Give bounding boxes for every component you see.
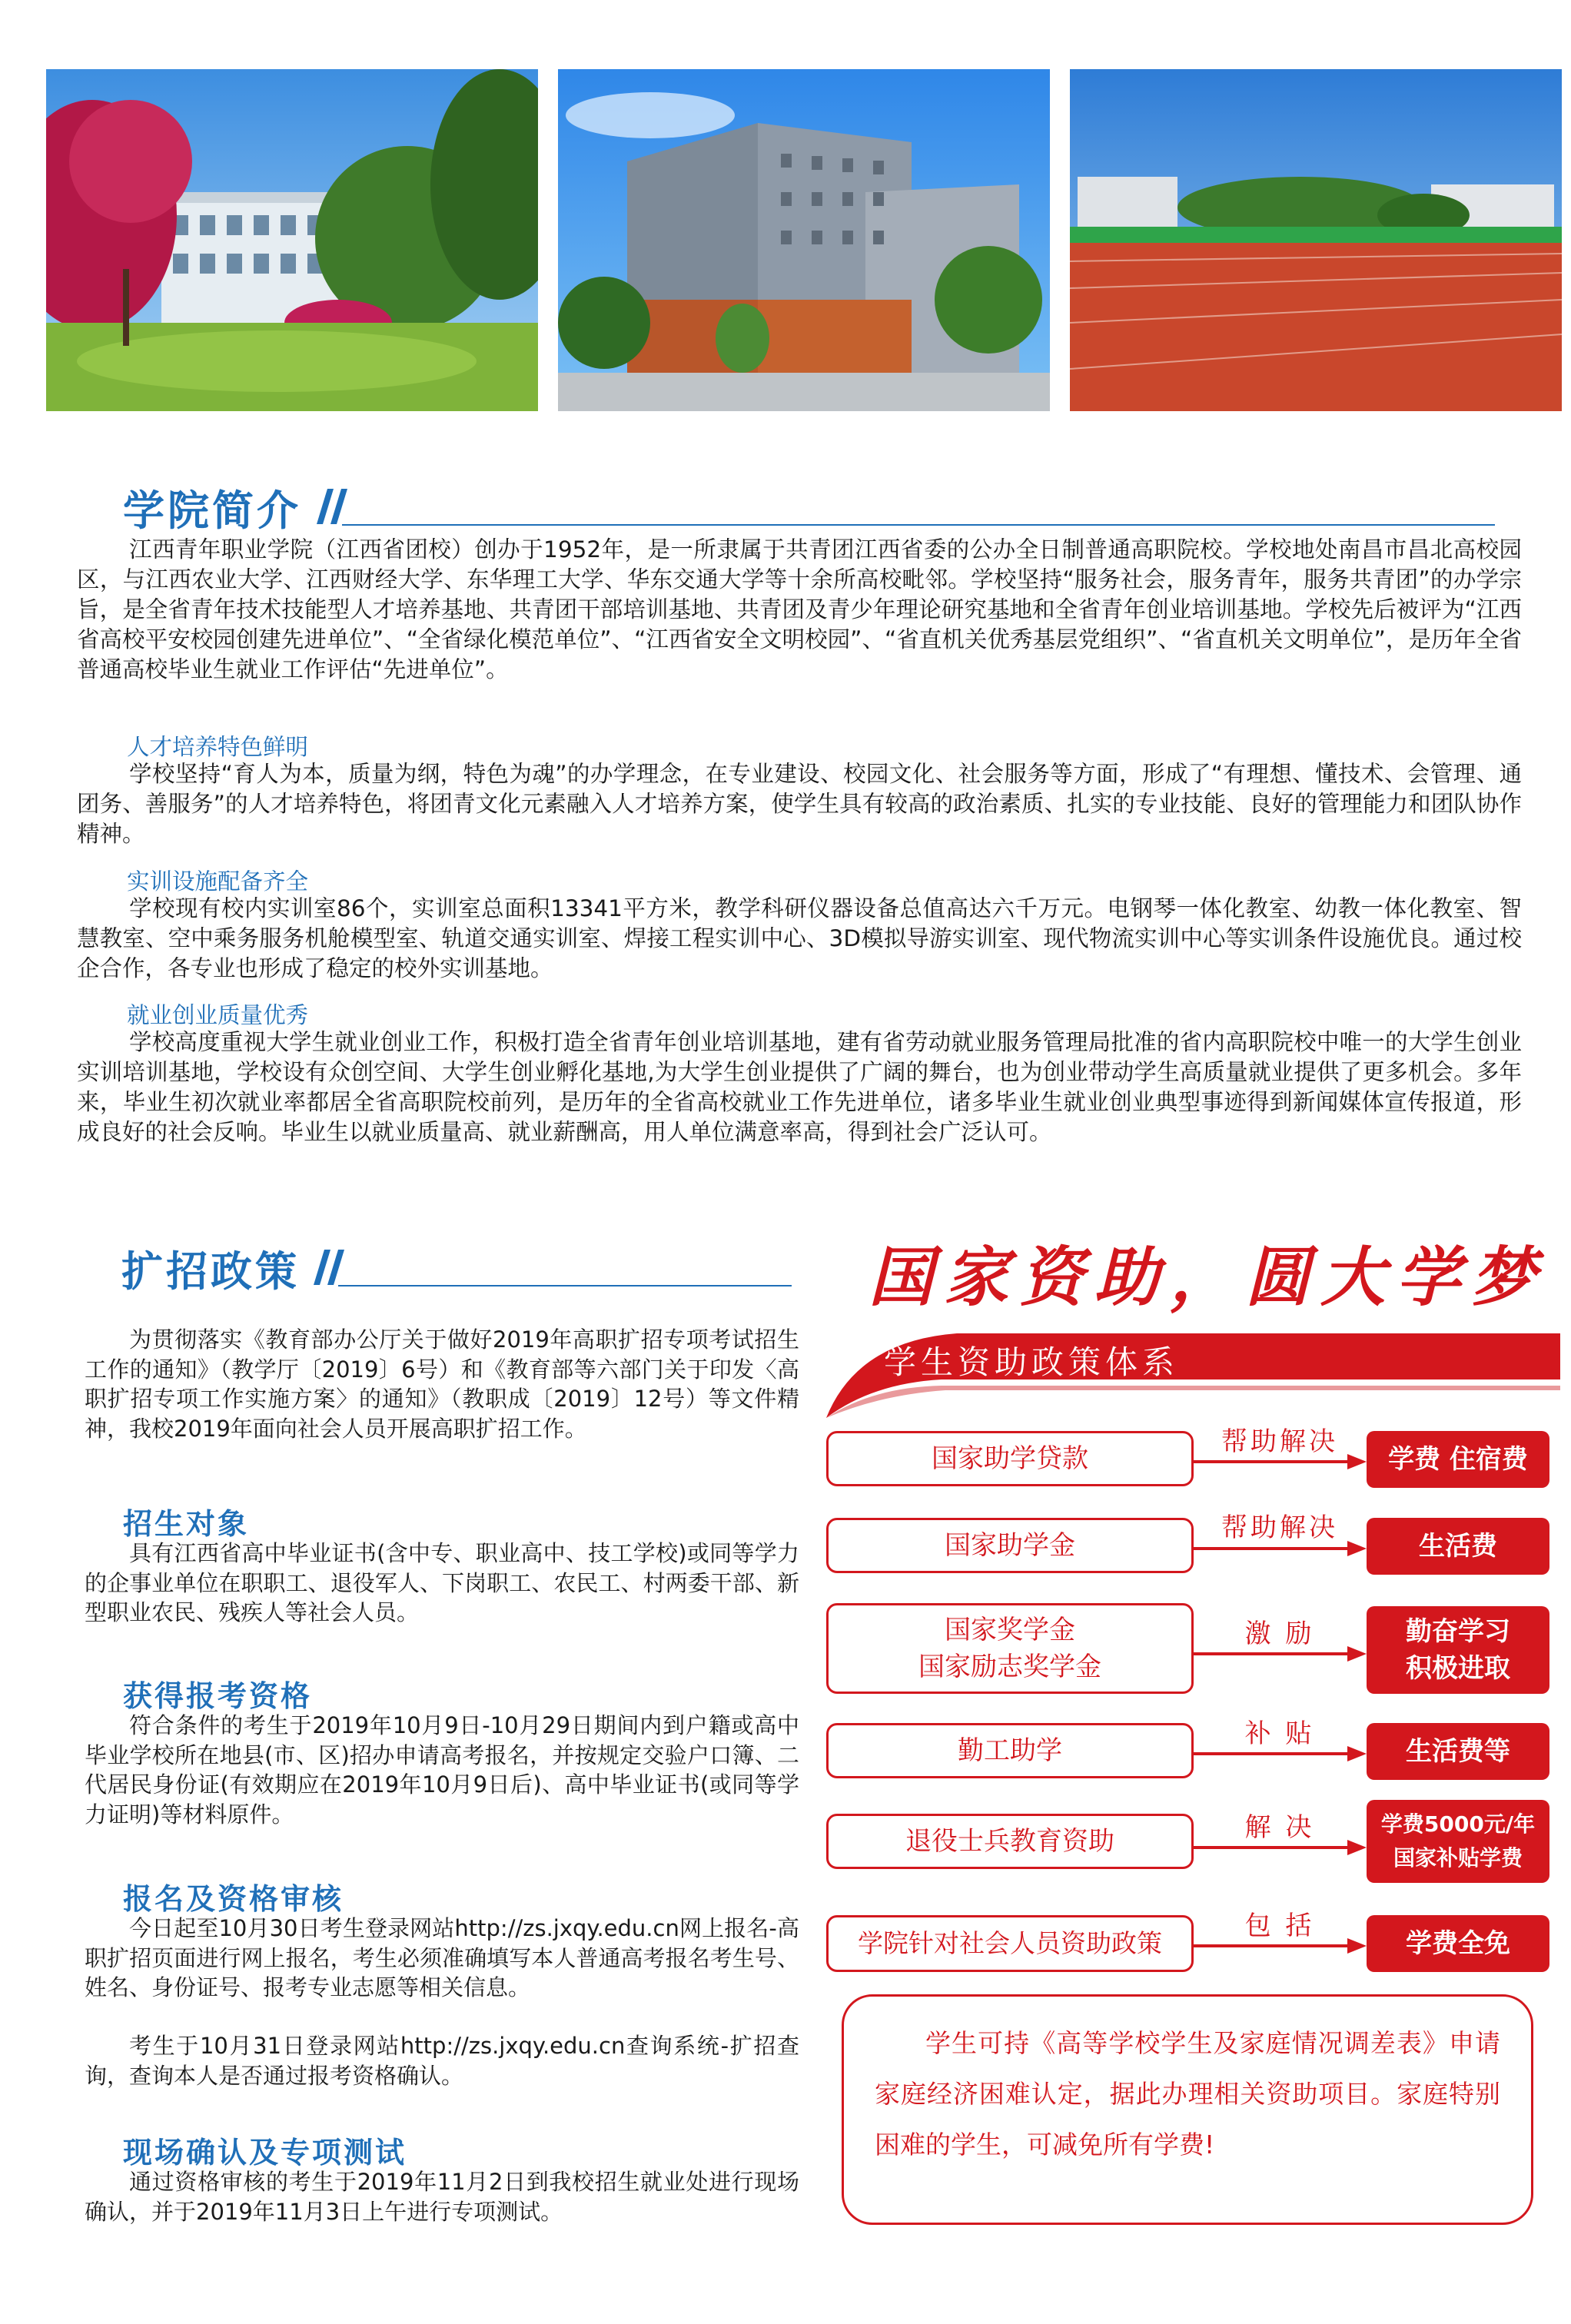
- aid-result: 生活费等: [1367, 1723, 1549, 1780]
- policy-title: 扩招政策: [121, 1247, 300, 1296]
- intro-subheading-employment: 就业创业质量优秀: [127, 1002, 309, 1028]
- campus-photo-building: [46, 69, 538, 411]
- aid-action-label: 激 励: [1244, 1618, 1315, 1649]
- aid-action-label: 解 决: [1244, 1812, 1315, 1843]
- arrow-right-icon: [1194, 1646, 1367, 1662]
- double-slash-icon: [314, 1250, 344, 1285]
- aid-result: 学费 住宿费: [1367, 1431, 1549, 1488]
- intro-title: 学院简介: [123, 486, 301, 535]
- aid-action-label: 包 括: [1244, 1911, 1315, 1941]
- intro-text-talent: 学校坚持“育人为本，质量为纲，特色为魂”的办学理念，在专业建设、校园文化、社会服务等方面，形成了“有理想、懂技术、会管理、通团务、善服务”的人才培养特色，将团青文化元素融入人才培养方案，使学生具有较高的政治素质、扎实的专业技能、良好的管理能力和团队协作精神。: [77, 761, 1522, 847]
- arrow-right-icon: [1194, 1454, 1367, 1469]
- policy-heading-registration: 报名及资格审核: [123, 1882, 344, 1916]
- intro-rule: [342, 524, 1495, 526]
- aid-banner-label: 学生资助政策体系: [884, 1343, 1180, 1381]
- intro-text-employment: 学校高度重视大学生就业创业工作，积极打造全省青年创业培训基地，建有省劳动就业服务管理局批准的省内高职院校中唯一的大学生创业实训培训基地，学校设有众创空间、大学生创业孵化基地,为大学生创业提供了广阔的舞台，也为创业带动学生高质量就业提供了更多机会。多年来，毕业生初次就业率都居全省高职院校前列，是历年的全省高校就业工作先进单位，诸多毕业生就业创业典型事迹得到新闻媒体宣传报道，形成良好的社会反响。毕业生以就业质量高、就业薪酬高，用人单位满意率高，得到社会广泛认可。: [77, 1029, 1522, 1145]
- arrow-right-icon: [1194, 1541, 1367, 1556]
- intro-text-facility: 学校现有校内实训室86个，实训室总面积13341平方米，教学科研仪器设备总值高达六千万元。电钢琴一体化教室、幼教一体化教室、智慧教室、空中乘务服务机舱模型室、轨道交通实训室、焊接工程实训中心、3D模拟导游实训室、现代物流实训中心等实训条件设施优良。通过校企合作，各专业也形成了稳定的校外实训基地。: [77, 895, 1522, 981]
- campus-photo-dormitory: [558, 69, 1050, 411]
- aid-note: 学生可持《高等学校学生及家庭情况调差表》申请家庭经济困难认定，据此办理相关资助项目。家庭特别困难的学生，可减免所有学费!: [842, 1994, 1533, 2225]
- aid-result: 勤奋学习 积极进取: [1367, 1606, 1549, 1694]
- policy-heading-target: 招生对象: [123, 1507, 250, 1541]
- arrow-right-icon: [1194, 1840, 1367, 1855]
- aid-item-veteran: 退役士兵教育资助: [826, 1814, 1194, 1869]
- aid-result: 生活费: [1367, 1518, 1549, 1575]
- aid-result: 学费5000元/年 国家补贴学费: [1367, 1800, 1549, 1883]
- intro-subheading-facility: 实训设施配备齐全: [127, 868, 309, 895]
- aid-item-loan: 国家助学贷款: [826, 1431, 1194, 1486]
- aid-item-grant: 国家助学金: [826, 1518, 1194, 1573]
- policy-text-qualification: 符合条件的考生于2019年10月9日-10月29日期间内到户籍或高中毕业学校所在地县(市、区)招办申请高考报名，并按规定交验户口簿、二代居民身份证(有效期应在2019年10月9日后)、高中毕业证书(或同等学力证明)等材料原件。: [85, 1712, 799, 1828]
- arrow-right-icon: [1194, 1938, 1367, 1954]
- campus-photo-track: [1070, 69, 1562, 411]
- arrow-right-icon: [1194, 1746, 1367, 1761]
- policy-heading-qualification: 获得报考资格: [123, 1679, 313, 1713]
- aid-result: 学费全免: [1367, 1915, 1549, 1972]
- aid-action-label: 补 贴: [1244, 1718, 1315, 1749]
- policy-text-target: 具有江西省高中毕业证书(含中专、职业高中、技工学校)或同等学力的企事业单位在职职工、退役军人、下岗职工、农民工、村两委干部、新型职业农民、残疾人等社会人员。: [85, 1540, 799, 1625]
- policy-text-registration-1: 今日起至10月30日考生登录网站http://zs.jxqy.edu.cn网上报名-高职扩招页面进行网上报名，考生必须准确填写本人普通高考报名考生号、姓名、身份证号、报考专业志愿等相关信息。: [85, 1915, 799, 2000]
- aid-action-label: 帮助解决: [1221, 1426, 1338, 1457]
- double-slash-icon: [317, 489, 347, 524]
- aid-item-college-policy: 学院针对社会人员资助政策: [826, 1915, 1194, 1972]
- intro-subheading-talent: 人才培养特色鲜明: [127, 734, 309, 760]
- policy-text-onsite: 通过资格审核的考生于2019年11月2日到我校招生就业处进行现场确认，并于2019年11月3日上午进行专项测试。: [85, 2169, 799, 2225]
- aid-action-label: 帮助解决: [1221, 1512, 1338, 1543]
- aid-item-work-study: 勤工助学: [826, 1723, 1194, 1778]
- policy-rule: [338, 1285, 792, 1286]
- policy-intro: 为贯彻落实《教育部办公厅关于做好2019年高职扩招专项考试招生工作的通知》（教学厅〔2019〕6号）和《教育部等六部门关于印发〈高职扩招专项工作实施方案〉的通知》（教职成〔2019〕12号）等文件精神，我校2019年面向社会人员开展高职扩招工作。: [85, 1326, 799, 1442]
- policy-text-registration-2: 考生于10月31日登录网站http://zs.jxqy.edu.cn查询系统-扩招查询，查询本人是否通过报考资格确认。: [85, 2033, 799, 2089]
- policy-heading-onsite: 现场确认及专项测试: [123, 2136, 407, 2170]
- aid-slogan: 国家资助，圆大学梦: [869, 1239, 1547, 1315]
- aid-item-scholarship: 国家奖学金 国家励志奖学金: [826, 1603, 1194, 1694]
- intro-paragraph: 江西青年职业学院（江西省团校）创办于1952年，是一所隶属于共青团江西省委的公办全日制普通高职院校。学校地处南昌市昌北高校园区，与江西农业大学、江西财经大学、东华理工大学、华东交通大学等十余所高校毗邻。学校坚持“服务社会，服务青年，服务共青团”的办学宗旨，是全省青年技术技能型人才培养基地、共青团干部培训基地、共青团及青少年理论研究基地和全省青年创业培训基地。学校先后被评为“江西省高校平安校园创建先进单位”、“全省绿化模范单位”、“江西省安全文明校园”、“省直机关优秀基层党组织”、“省直机关文明单位”，是历年全省普通高校毕业生就业工作评估“先进单位”。: [77, 536, 1522, 682]
